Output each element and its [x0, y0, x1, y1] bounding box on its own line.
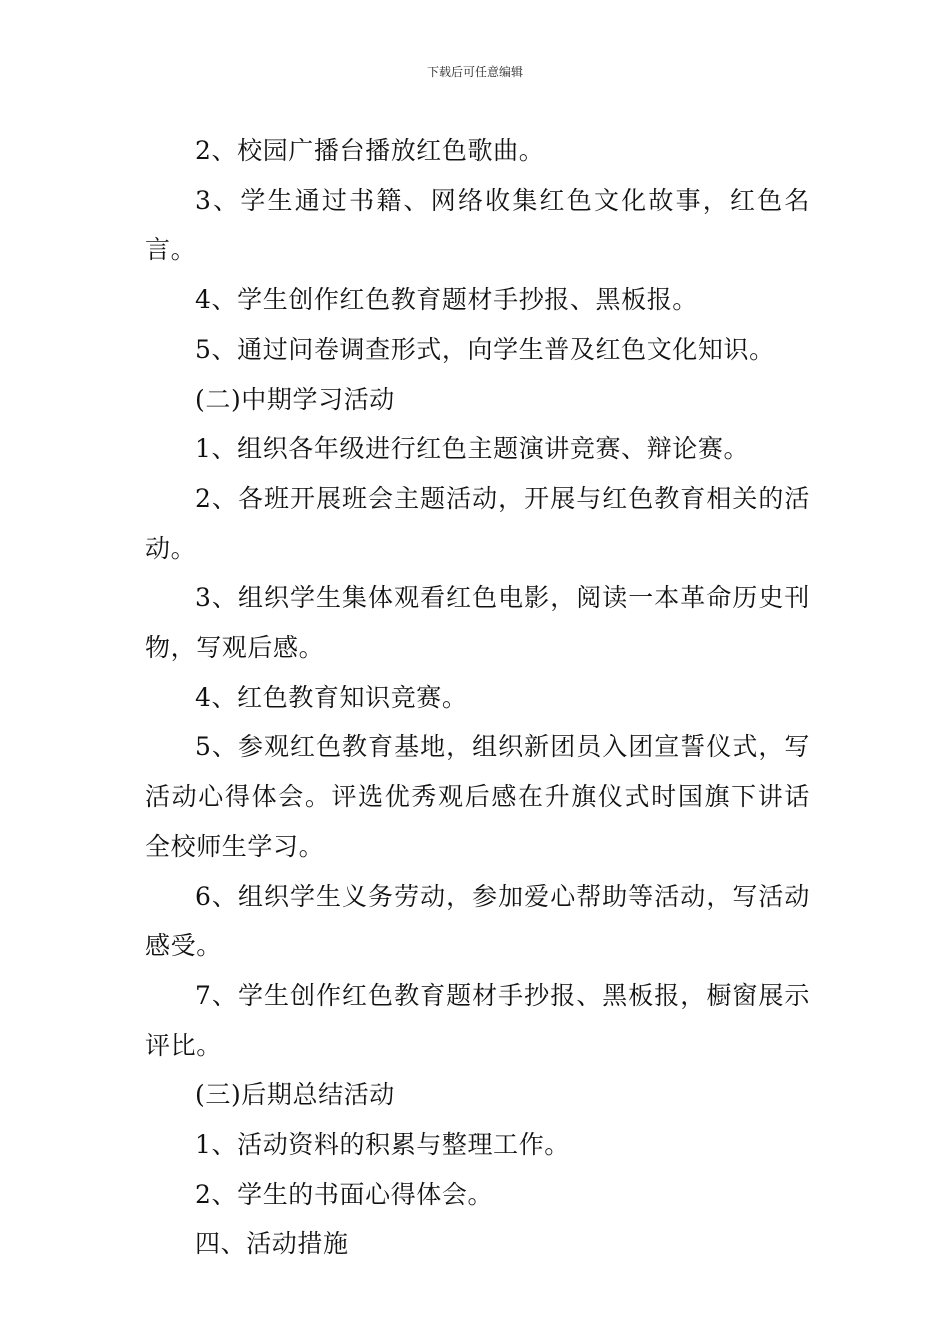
paragraph: 4、学生创作红色教育题材手抄报、黑板报。	[195, 285, 698, 315]
section-heading: (三)后期总结活动	[195, 1080, 395, 1110]
paragraph: 2、学生的书面心得体会。	[195, 1179, 494, 1209]
paragraph: 2、各班开展班会主题活动，开展与红色教育相关的活动。	[145, 483, 810, 563]
section-heading: 四、活动措施	[195, 1229, 349, 1259]
section-heading: (二)中期学习活动	[195, 384, 395, 414]
paragraph: 2、校园广播台播放红色歌曲。	[195, 136, 545, 165]
paragraph: 1、活动资料的积累与整理工作。	[195, 1130, 570, 1160]
paragraph: 5、参观红色教育基地，组织新团员入团宣誓仪式，写活动心得体会。评选优秀观后感在升旗仪式时国旗下讲话全校师生学习。	[145, 732, 810, 861]
page-header: 下载后可任意编辑	[426, 65, 523, 79]
paragraph: 5、通过问卷调查形式，向学生普及红色文化知识。	[195, 334, 775, 364]
document-body	[145, 126, 810, 1269]
paragraph: 6、组织学生义务劳动，参加爱心帮助等活动，写活动感受。	[145, 881, 810, 961]
paragraph: 4、红色教育知识竞赛。	[195, 682, 468, 712]
paragraph: 3、学生通过书籍、网络收集红色文化故事，红色名言。	[145, 185, 810, 265]
paragraph: 7、学生创作红色教育题材手抄报、黑板报，橱窗展示评比。	[145, 980, 810, 1060]
paragraph: 1、组织各年级进行红色主题演讲竞赛、辩论赛。	[195, 434, 750, 464]
paragraph: 3、组织学生集体观看红色电影，阅读一本革命历史刊物，写观后感。	[145, 583, 810, 663]
